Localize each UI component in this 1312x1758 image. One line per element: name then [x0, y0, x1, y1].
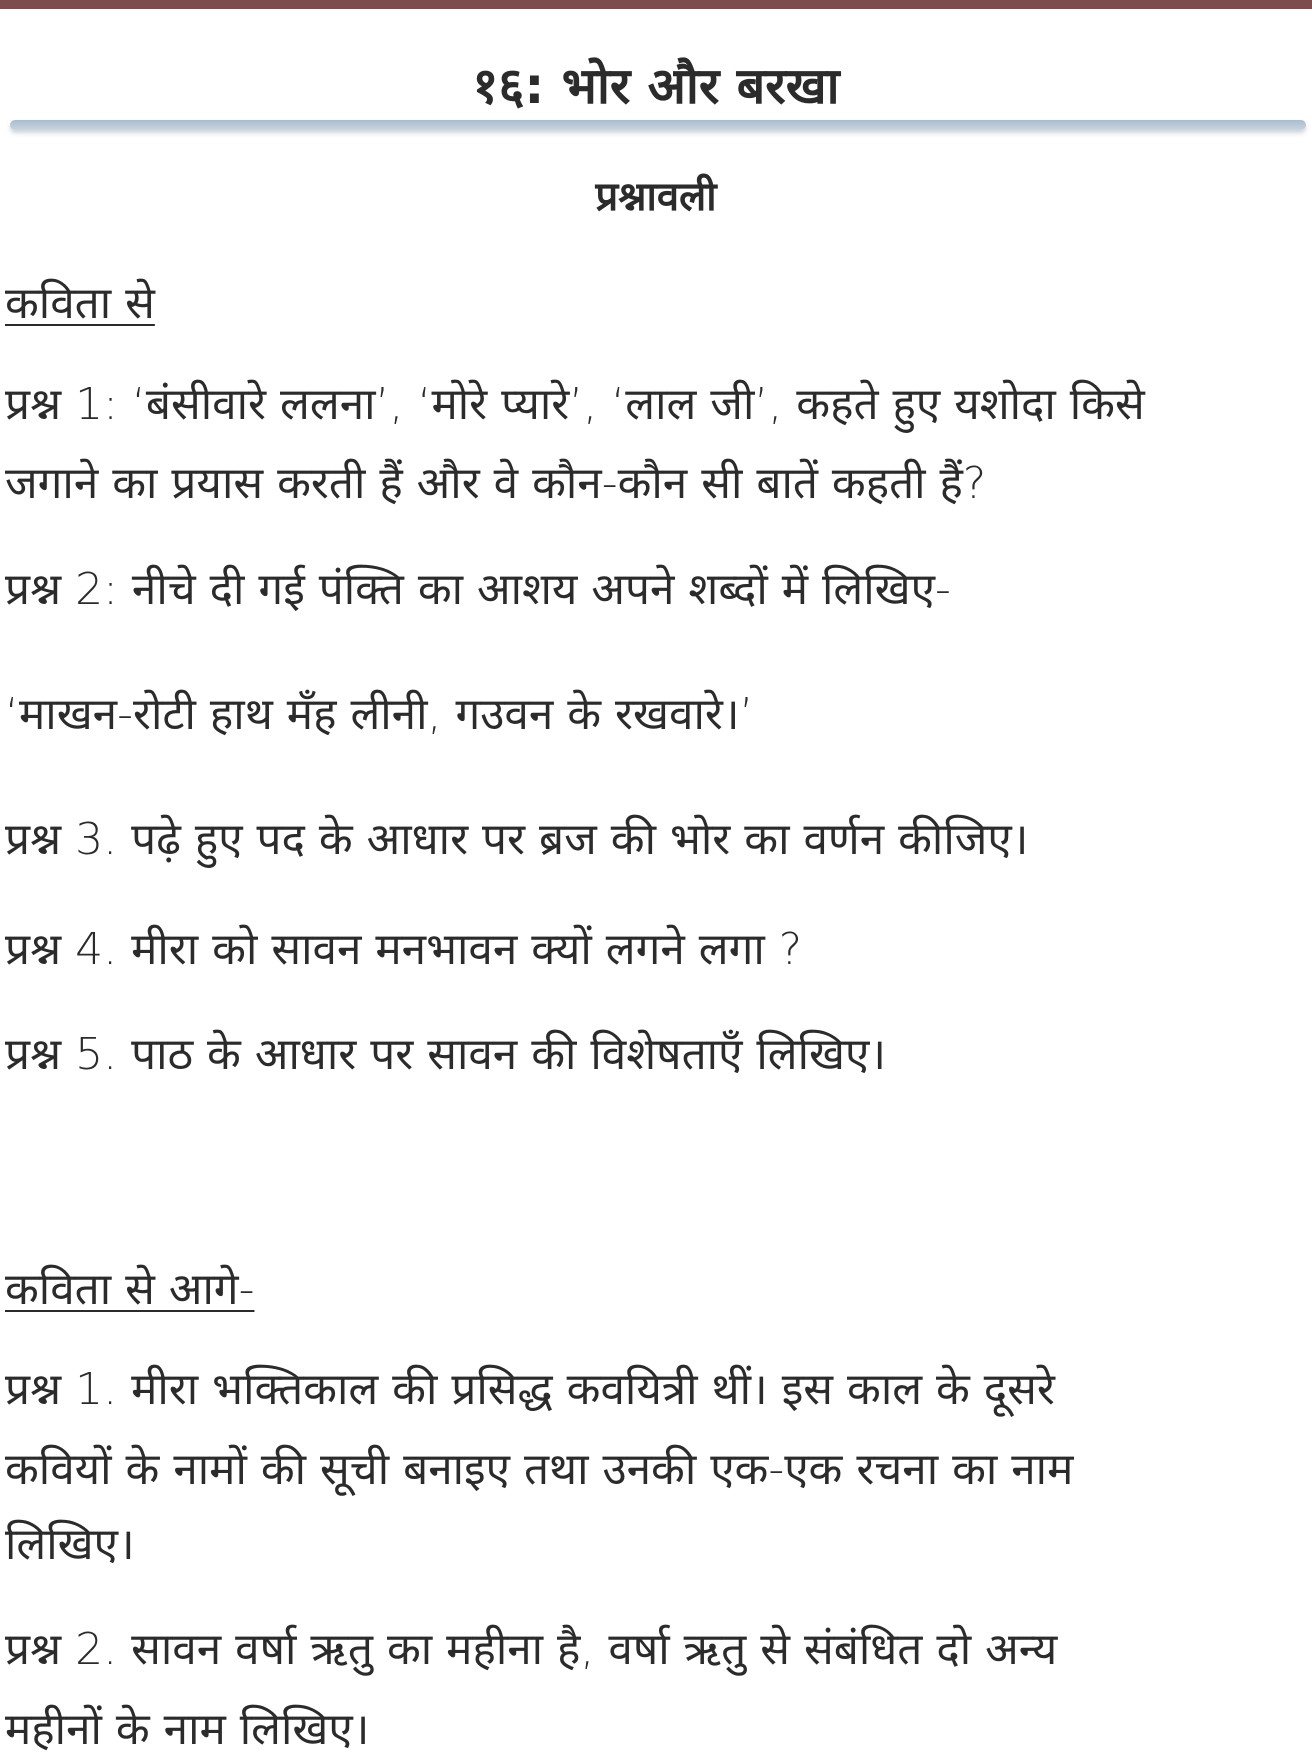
question-line: प्रश्न 2: नीचे दी गई पंक्ति का आशय अपने शब्दों में लिखिए- — [5, 564, 951, 615]
quoted-verse: ‘माखन-रोटी हाथ मँह लीनी, गउवन के रखवारे।’ — [5, 689, 754, 740]
page-title: १६: भोर और बरखा — [472, 57, 840, 115]
question-line: लिखिए। — [5, 1519, 135, 1570]
title-divider — [10, 120, 1306, 130]
question-line: प्रश्न 1. मीरा भक्तिकाल की प्रसिद्ध कवयित्री थीं। इस काल के दूसरे — [5, 1364, 1055, 1415]
question-line: प्रश्न 4. मीरा को सावन मनभावन क्यों लगने लगा ? — [5, 924, 803, 975]
section-heading: कविता से आगे- — [5, 1264, 255, 1315]
question-line: प्रश्न 3. पढ़े हुए पद के आधार पर ब्रज की भोर का वर्णन कीजिए। — [5, 814, 1029, 865]
page-subtitle: प्रश्नावली — [595, 174, 717, 220]
section-heading: कविता से — [5, 278, 155, 329]
question-line: प्रश्न 2. सावन वर्षा ऋतु का महीना है, वर्षा ऋतु से संबंधित दो अन्य — [5, 1624, 1058, 1675]
question-line: कवियों के नामों की सूची बनाइए तथा उनकी एक-एक रचना का नाम — [5, 1444, 1074, 1495]
question-line: जगाने का प्रयास करती हैं और वे कौन-कौन सी बातें कहती हैं? — [5, 458, 987, 509]
question-line: महीनों के नाम लिखिए। — [5, 1704, 370, 1755]
question-line: प्रश्न 5. पाठ के आधार पर सावन की विशेषताएँ लिखिए। — [5, 1029, 887, 1080]
question-line: प्रश्न 1: ‘बंसीवारे ललना’, ‘मोरे प्यारे’, ‘लाल जी’, कहते हुए यशोदा किसे — [5, 379, 1145, 430]
top-bar — [0, 0, 1312, 9]
